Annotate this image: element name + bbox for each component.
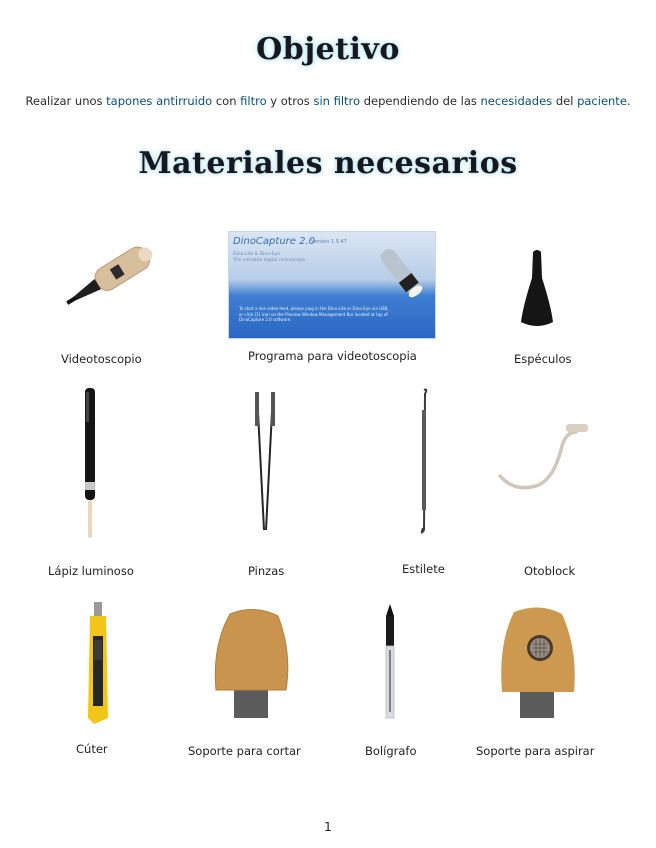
material-label: Programa para videotoscopia [248,349,417,363]
videotoscope-icon [56,232,166,322]
material-label: Bolígrafo [365,744,417,758]
cutter-icon [84,600,114,726]
material-label: Soporte para cortar [188,744,301,758]
software-screenshot: DinoCapture 2.0 Version 1.5.47 Dino-Lite & Dino-Eye The versatile digital microscope To start a live video feed, please plug in the Dino-Lite or Dino-Eye via USB, or click [1] icon on the Preview Window Management Bar located at top of DinoCapture 2.0 software. [229,232,435,338]
stylet-icon [416,386,432,538]
material-label: Cúter [76,742,108,756]
material-label: Otoblock [524,564,576,578]
material-label: Lápiz luminoso [48,564,134,578]
material-label: Espéculos [514,352,572,366]
material-label: Soporte para aspirar [476,744,595,758]
material-label: Pinzas [248,564,285,578]
light-pen-icon [80,386,100,542]
suction-support-icon [496,604,580,722]
material-label: Estilete [402,562,445,576]
objective-heading: Objetivo [256,32,400,67]
page-number: 1 [324,820,332,834]
speculum-icon [517,248,557,330]
tweezers-icon [250,390,280,534]
material-label: Videotoscopio [61,352,142,366]
objective-text: Realizar unos tapones antirruido con filtro y otros sin filtro dependiendo de las necesidades del paciente. [25,94,631,108]
cutting-support-icon [210,606,294,720]
otoblock-icon [496,420,596,500]
pen-icon [380,602,400,726]
microscope-icon [375,242,431,302]
materials-heading: Materiales necesarios [138,146,518,181]
